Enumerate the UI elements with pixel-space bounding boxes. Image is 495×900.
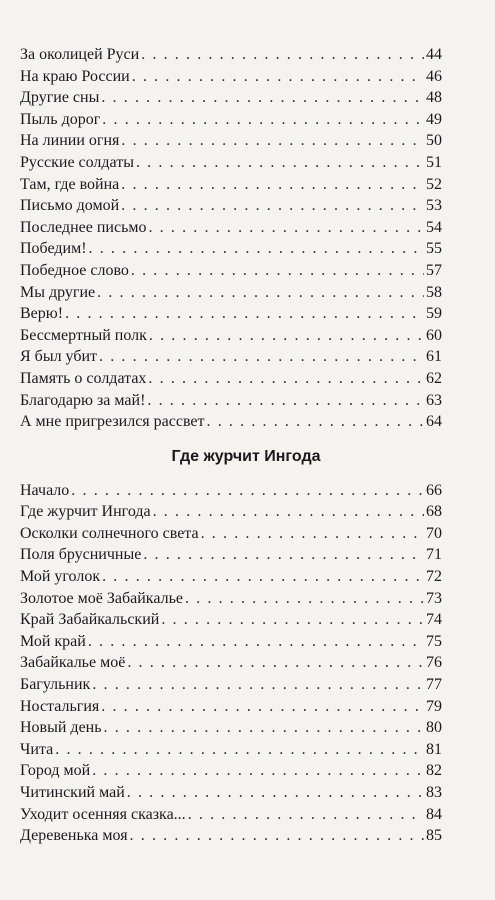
toc-entry-title: Верю!	[20, 305, 64, 323]
toc-entry-title: Там, где война	[20, 175, 120, 193]
toc-entry-title: Новый день	[20, 719, 102, 737]
toc-entry	[20, 217, 442, 239]
toc-entry	[20, 368, 442, 390]
toc-entry-title: Русские солдаты	[20, 153, 134, 171]
dot-leader	[119, 195, 424, 217]
toc-entry-title: Поля брусничные	[20, 546, 142, 564]
toc-entry-title: Осколки солнечного света	[20, 524, 199, 542]
toc-entry-page-number: 63	[426, 391, 442, 409]
toc-entry	[20, 782, 442, 804]
toc-entry-title: Начало	[20, 481, 70, 499]
dot-leader	[100, 109, 424, 131]
toc-entry	[20, 282, 442, 304]
toc-entry-title: Мой край	[20, 632, 86, 650]
dot-leader	[141, 544, 424, 566]
toc-entry	[20, 66, 442, 88]
dot-leader	[97, 346, 424, 368]
toc-list-section-2	[20, 480, 442, 847]
toc-entry-page-number: 71	[426, 546, 442, 564]
dot-leader	[183, 588, 424, 610]
toc-entry-page-number: 51	[426, 153, 442, 171]
toc-entry-page-number: 64	[426, 413, 442, 431]
toc-entry-title: Я был убит	[20, 348, 98, 366]
toc-entry-page-number: 53	[426, 197, 442, 215]
toc-entry	[20, 739, 442, 761]
toc-entry	[20, 631, 442, 653]
toc-entry-page-number: 50	[426, 132, 442, 150]
toc-entry-title: Победим!	[20, 240, 87, 258]
toc-entry	[20, 480, 442, 502]
dot-leader	[119, 174, 424, 196]
dot-leader	[125, 652, 424, 674]
toc-entry-title: На краю России	[20, 67, 130, 85]
toc-entry-page-number: 85	[426, 827, 442, 845]
toc-entry-page-number: 70	[426, 524, 442, 542]
toc-entry-page-number: 46	[426, 67, 442, 85]
toc-entry-title: Уходит осенняя сказка...	[20, 805, 186, 823]
toc-entry	[20, 152, 442, 174]
toc-entry-page-number: 58	[426, 283, 442, 301]
toc-entry	[20, 825, 442, 847]
toc-entry	[20, 674, 442, 696]
toc-entry-page-number: 68	[426, 503, 442, 521]
dot-leader	[159, 609, 424, 631]
toc-entry-page-number: 52	[426, 175, 442, 193]
toc-entry	[20, 760, 442, 782]
dot-leader	[205, 411, 424, 433]
toc-entry-title: Чита	[20, 740, 54, 758]
dot-leader	[125, 782, 424, 804]
toc-entry-page-number: 59	[426, 305, 442, 323]
section-heading: Где журчит Ингода	[171, 447, 321, 465]
toc-entry	[20, 325, 442, 347]
toc-entry	[20, 109, 442, 131]
toc-entry-title: Мы другие	[20, 283, 96, 301]
toc-entry	[20, 195, 442, 217]
dot-leader	[199, 523, 424, 545]
toc-entry-page-number: 83	[426, 784, 442, 801]
toc-entry-title: Бессмертный полк	[20, 326, 147, 344]
toc-entry-title: Благодарю за май!	[20, 391, 146, 409]
dot-leader	[147, 325, 424, 347]
toc-entry-title: На линии огня	[20, 132, 120, 150]
toc-page	[20, 44, 442, 847]
toc-entry-title: Деревенька моя	[20, 827, 128, 845]
dot-leader	[146, 368, 424, 390]
toc-entry-title: Победное слово	[20, 261, 129, 279]
toc-entry-page-number: 61	[426, 348, 442, 366]
toc-entry-page-number: 66	[426, 481, 442, 499]
dot-leader	[134, 152, 424, 174]
toc-entry-title: Пыль дорог	[20, 110, 101, 128]
toc-entry	[20, 44, 442, 66]
toc-entry	[20, 130, 442, 152]
toc-entry	[20, 566, 442, 588]
toc-entry	[20, 303, 442, 325]
toc-entry	[20, 804, 442, 826]
dot-leader	[63, 303, 424, 325]
toc-entry-page-number: 84	[426, 805, 442, 823]
dot-leader	[69, 480, 424, 502]
toc-entry-title: Мой уголок	[20, 568, 101, 586]
toc-entry-page-number: 75	[426, 632, 442, 650]
toc-entry-page-number: 60	[426, 326, 442, 344]
toc-entry-page-number: 77	[426, 676, 442, 694]
dot-leader	[151, 501, 424, 523]
toc-entry-page-number: 74	[426, 611, 442, 629]
dot-leader	[102, 717, 424, 739]
toc-entry-page-number: 62	[426, 369, 442, 387]
toc-entry-title: Край Забайкальский	[20, 611, 160, 629]
dot-leader	[99, 696, 424, 718]
toc-entry-title: А мне пригрезился рассвет	[20, 413, 205, 431]
toc-entry-page-number: 82	[426, 762, 442, 780]
toc-entry-page-number: 76	[426, 654, 442, 672]
toc-entry-title: Где журчит Ингода	[20, 503, 151, 521]
dot-leader	[139, 44, 424, 66]
dot-leader	[128, 825, 424, 847]
toc-entry-title: Читинский май	[20, 784, 125, 801]
dot-leader	[90, 760, 424, 782]
toc-entry-title: Другие сны	[20, 89, 100, 107]
toc-entry-title: За околицей Руси	[20, 46, 140, 63]
toc-entry-title: Ностальгия	[20, 697, 100, 715]
toc-entry	[20, 346, 442, 368]
toc-entry-page-number: 57	[426, 261, 442, 279]
dot-leader	[87, 238, 424, 260]
toc-entry-title: Город мой	[20, 762, 91, 780]
dot-leader	[99, 87, 424, 109]
toc-entry-page-number: 80	[426, 719, 442, 737]
toc-list-section-1	[20, 44, 442, 433]
toc-entry	[20, 609, 442, 631]
toc-entry-title: Письмо домой	[20, 197, 120, 215]
toc-entry-page-number: 81	[426, 740, 442, 758]
dot-leader	[186, 804, 424, 826]
toc-entry-page-number: 54	[426, 218, 442, 236]
toc-entry-title: Забайкалье моё	[20, 654, 126, 672]
toc-entry-page-number: 48	[426, 89, 442, 107]
dot-leader	[95, 282, 424, 304]
dot-leader	[145, 390, 424, 412]
toc-entry	[20, 260, 442, 282]
toc-entry-page-number: 55	[426, 240, 442, 258]
toc-entry	[20, 544, 442, 566]
toc-entry-page-number: 79	[426, 697, 442, 715]
toc-entry	[20, 717, 442, 739]
dot-leader	[100, 566, 424, 588]
dot-leader	[146, 217, 424, 239]
toc-entry-title: Багульник	[20, 676, 91, 694]
dot-leader	[90, 674, 424, 696]
dot-leader	[86, 631, 424, 653]
dot-leader	[53, 739, 424, 761]
toc-entry-page-number: 72	[426, 568, 442, 586]
dot-leader	[119, 130, 424, 152]
toc-entry-page-number: 73	[426, 589, 442, 607]
toc-entry	[20, 411, 442, 433]
toc-entry-page-number: 49	[426, 110, 442, 128]
toc-entry	[20, 174, 442, 196]
dot-leader	[129, 260, 424, 282]
toc-entry-title: Последнее письмо	[20, 218, 147, 236]
toc-entry	[20, 87, 442, 109]
toc-entry	[20, 652, 442, 674]
toc-entry	[20, 588, 442, 610]
toc-entry-page-number: 44	[426, 46, 442, 63]
toc-entry	[20, 238, 442, 260]
toc-entry	[20, 523, 442, 545]
toc-entry	[20, 390, 442, 412]
toc-entry-title: Память о солдатах	[20, 369, 147, 387]
toc-entry	[20, 696, 442, 718]
toc-entry-title: Золотое моё Забайкалье	[20, 589, 183, 607]
toc-entry	[20, 501, 442, 523]
dot-leader	[130, 66, 424, 88]
